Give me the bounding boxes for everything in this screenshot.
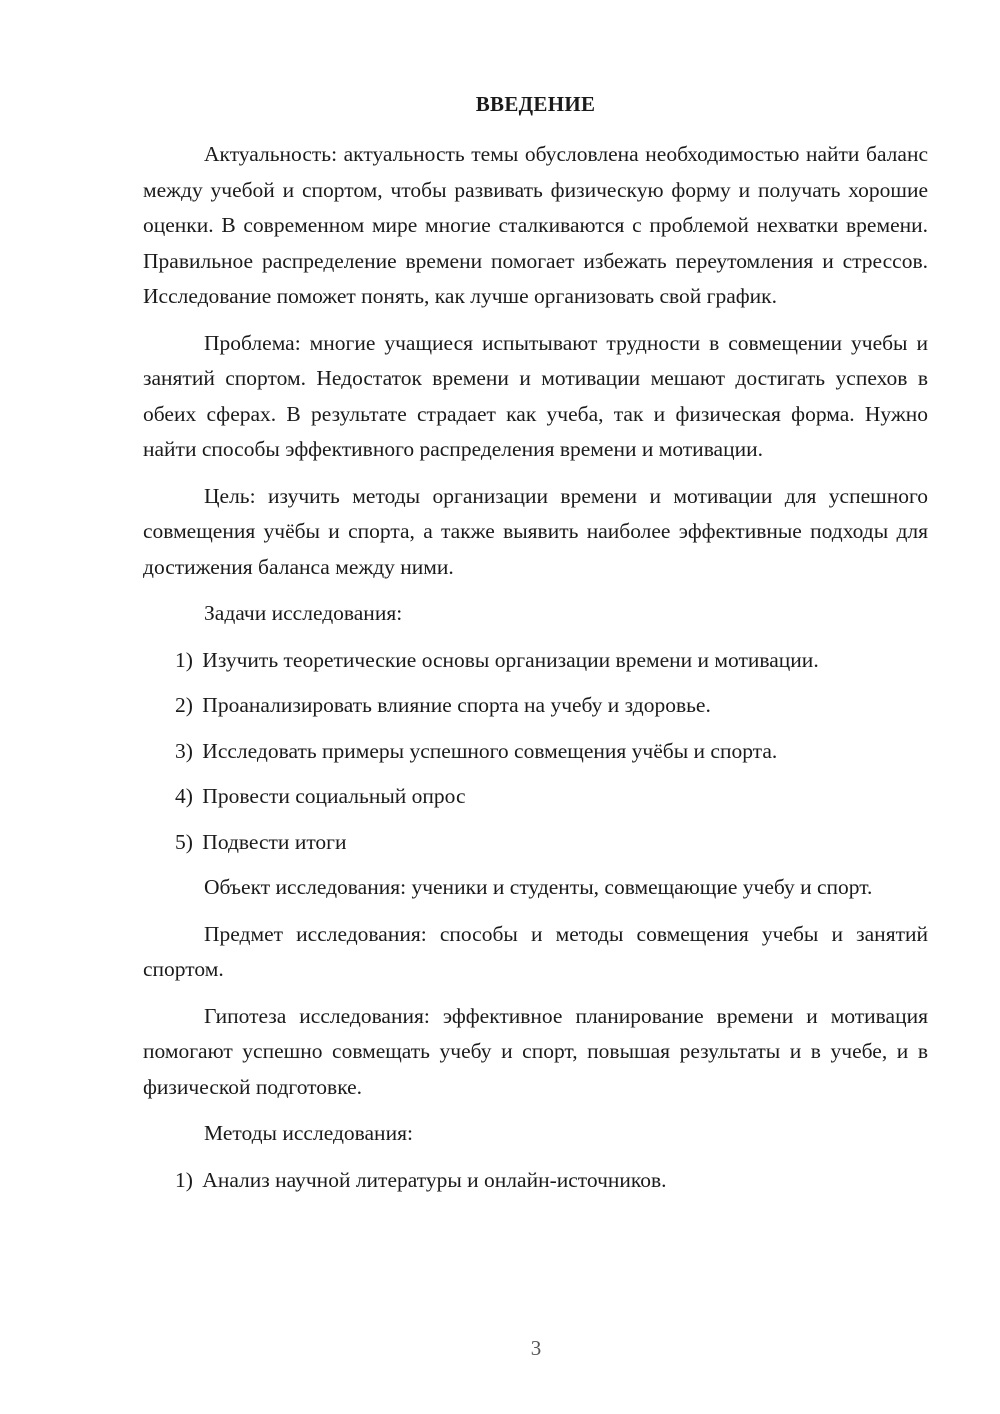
list-item	[143, 1163, 928, 1199]
object-paragraph: Объект исследования: ученики и студенты, совмещающие учебу и спорт.	[204, 875, 873, 899]
list-item-text: Анализ научной литературы и онлайн-источников.	[202, 1167, 667, 1192]
relevance-paragraph: Актуальность: актуальность темы обусловлена необходимостью найти баланс между учебой и спортом, чтобы развивать физическую форму и получать хорошие оценки. В современном мире многие сталкиваются с проблемой нехватки времени. Правильное распределение времени помогает избежать переутомления и стрессов. Исследование поможет понять, как лучше организовать свой график.	[143, 142, 928, 308]
goal-paragraph: Цель: изучить методы организации времени и мотивации для успешного совмещения учёбы и спорта, а также выявить наиболее эффективные подходы для достижения баланса между ними.	[143, 483, 928, 579]
document-page	[143, 92, 928, 1208]
list-item-text: Исследовать примеры успешного совмещения учёбы и спорта.	[202, 738, 778, 763]
list-item-text: Подвести итоги	[202, 829, 347, 854]
subject-paragraph: Предмет исследования: способы и методы совмещения учебы и занятий спортом.	[143, 921, 928, 981]
list-item-number: 5)	[175, 829, 193, 854]
page-number: 3	[530, 1336, 542, 1360]
list-item-text: Провести социальный опрос	[202, 784, 466, 808]
list-item	[143, 688, 928, 724]
list-item-number: 2)	[175, 693, 193, 717]
list-item-number: 1)	[175, 1167, 193, 1192]
list-item	[143, 779, 928, 815]
list-item	[143, 825, 928, 861]
list-item-text: Проанализировать влияние спорта на учебу и здоровье.	[202, 693, 711, 717]
list-item-number: 4)	[175, 784, 193, 808]
methods-heading: Методы исследования:	[204, 1121, 413, 1145]
list-item-number: 3)	[175, 738, 193, 763]
list-item-number: 1)	[175, 647, 193, 672]
list-item	[143, 643, 928, 679]
tasks-list	[143, 643, 928, 861]
page-title: ВВЕДЕНИЕ	[475, 92, 596, 116]
problem-paragraph: Проблема: многие учащиеся испытывают трудности в совмещении учебы и занятий спортом. Недостаток времени и мотивации мешают достигать успехов в обеих сферах. В результате страдает как учеба, так и физическая форма. Нужно найти способы эффективного распределения времени и мотивации.	[143, 330, 928, 461]
list-item	[143, 734, 928, 770]
tasks-heading: Задачи исследования:	[204, 601, 403, 625]
list-item-text: Изучить теоретические основы организации времени и мотивации.	[202, 647, 819, 672]
hypothesis-paragraph: Гипотеза исследования: эффективное планирование времени и мотивация помогают успешно совмещать учебу и спорт, повышая результаты и в учебе, и в физической подготовке.	[143, 1003, 928, 1099]
methods-list	[143, 1163, 928, 1199]
